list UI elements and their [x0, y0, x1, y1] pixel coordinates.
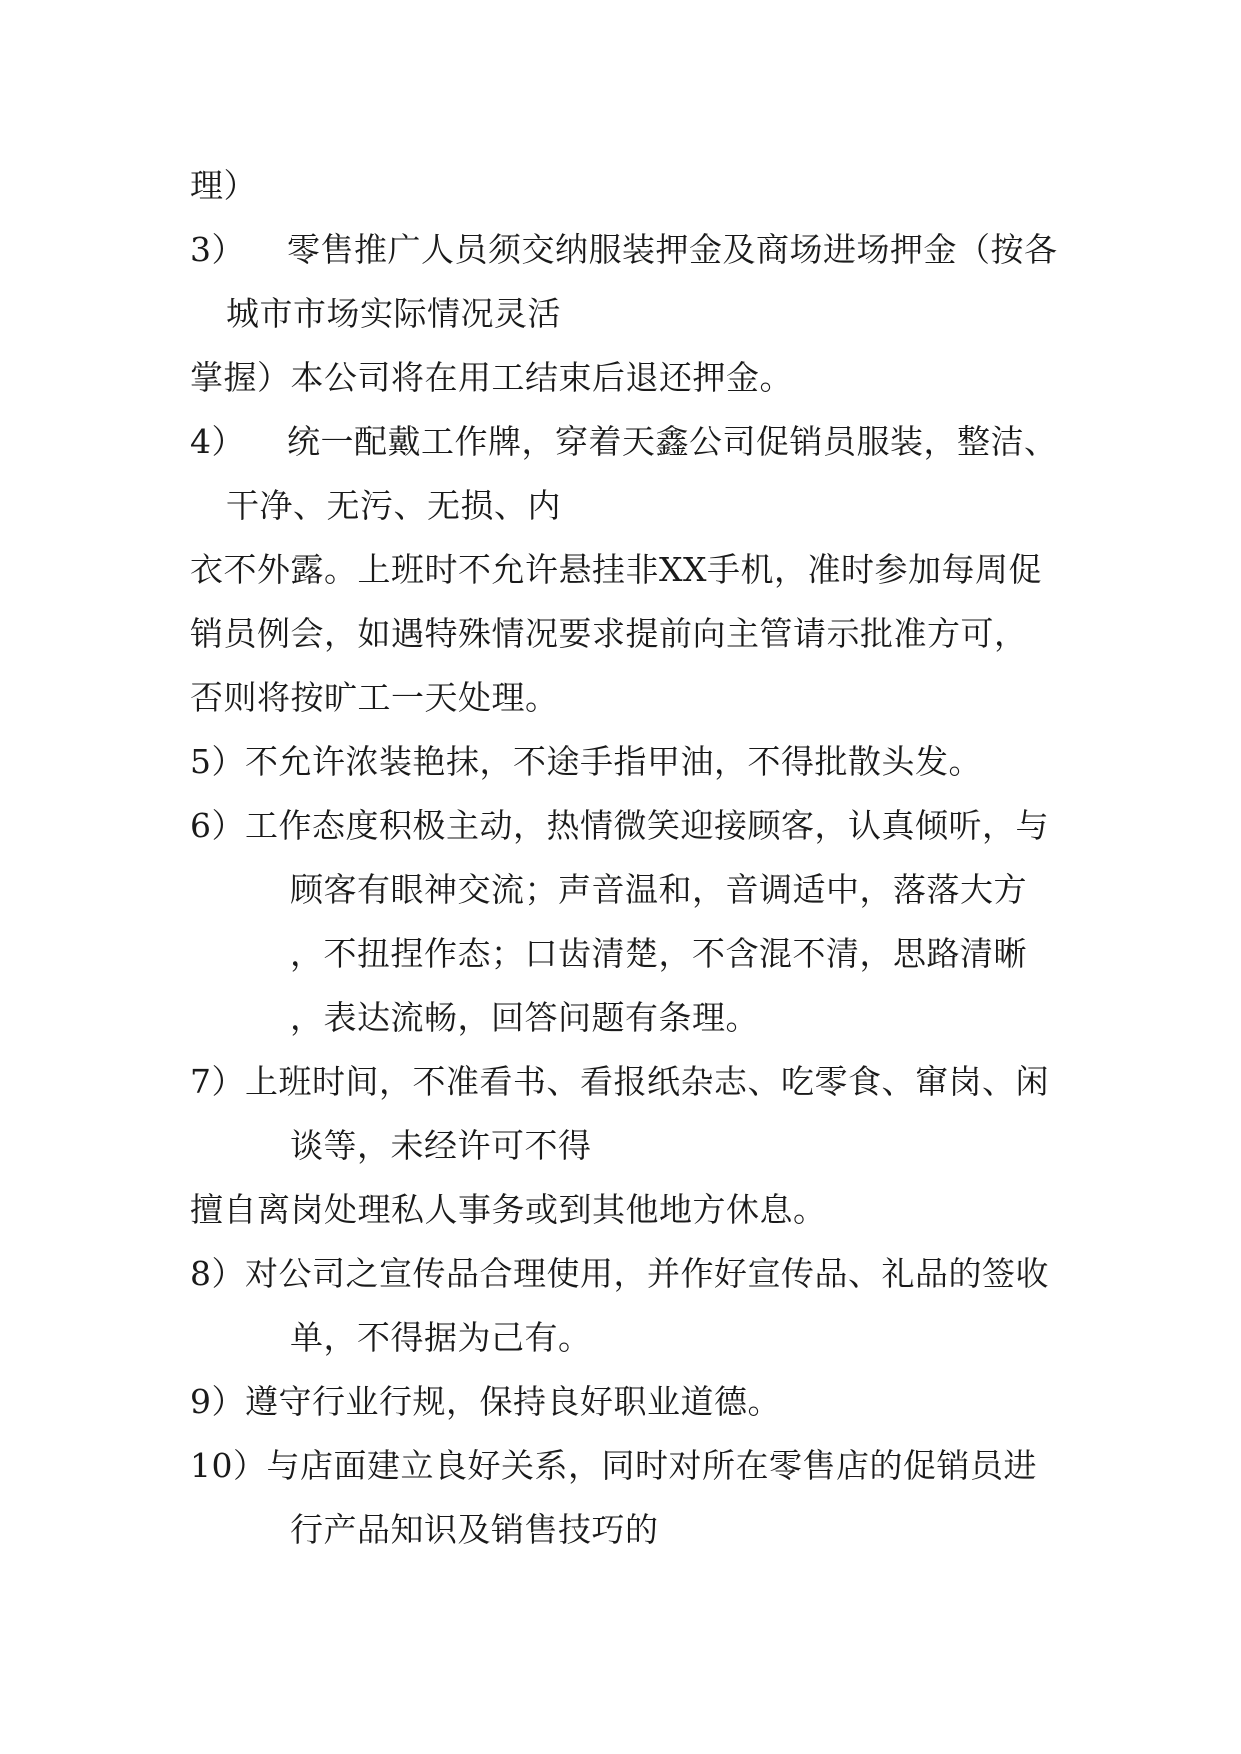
- text-line: 衣不外露。上班时不允许悬挂非XX手机，准时参加每周促: [190, 550, 1042, 589]
- text-line: 否则将按旷工一天处理。: [190, 678, 559, 717]
- list-item-7-wrap: 谈等，未经许可不得: [290, 1126, 592, 1165]
- list-item-6-wrap: ，表达流畅，回答问题有条理。: [290, 998, 759, 1037]
- list-item-4: [190, 422, 1058, 462]
- list-item-3-text: 零售推广人员须交纳服装押金及商场进场押金（按各: [287, 230, 1058, 269]
- list-item-8: 8）对公司之宣传品合理使用，并作好宣传品、礼品的签收: [190, 1254, 1049, 1293]
- list-item-3-wrap: 城市市场实际情况灵活: [226, 294, 561, 333]
- list-item-6: 6）工作态度积极主动，热情微笑迎接顾客，认真倾听，与: [190, 806, 1049, 845]
- list-item-9: 9）遵守行业行规，保持良好职业道德。: [190, 1382, 781, 1421]
- list-item-4-text: 统一配戴工作牌，穿着天鑫公司促销员服装，整洁、: [287, 422, 1058, 461]
- list-item-8-wrap: 单，不得据为己有。: [290, 1318, 592, 1357]
- text-line-continuation: 理）: [190, 166, 257, 205]
- text-line: 擅自离岗处理私人事务或到其他地方休息。: [190, 1190, 827, 1229]
- list-item-3: [190, 230, 1058, 270]
- text-line: 掌握）本公司将在用工结束后退还押金。: [190, 358, 793, 397]
- list-item-10-wrap: 行产品知识及销售技巧的: [290, 1510, 659, 1549]
- list-item-4-wrap: 干净、无污、无损、内: [226, 486, 561, 525]
- list-number-3: 3）: [190, 230, 245, 269]
- list-item-7: 7）上班时间，不准看书、看报纸杂志、吃零食、窜岗、闲: [190, 1062, 1049, 1101]
- list-number-4: 4）: [190, 422, 245, 461]
- list-item-10: 10）与店面建立良好关系，同时对所在零售店的促销员进: [190, 1446, 1037, 1485]
- list-item-6-wrap: 顾客有眼神交流；声音温和，音调适中，落落大方: [290, 870, 1027, 909]
- list-item-6-wrap: ，不扭捏作态；口齿清楚，不含混不清，思路清晰: [290, 934, 1027, 973]
- list-item-5: 5）不允许浓装艳抹，不途手指甲油，不得批散头发。: [190, 742, 982, 781]
- text-line: 销员例会，如遇特殊情况要求提前向主管请示批准方可，: [190, 614, 1028, 653]
